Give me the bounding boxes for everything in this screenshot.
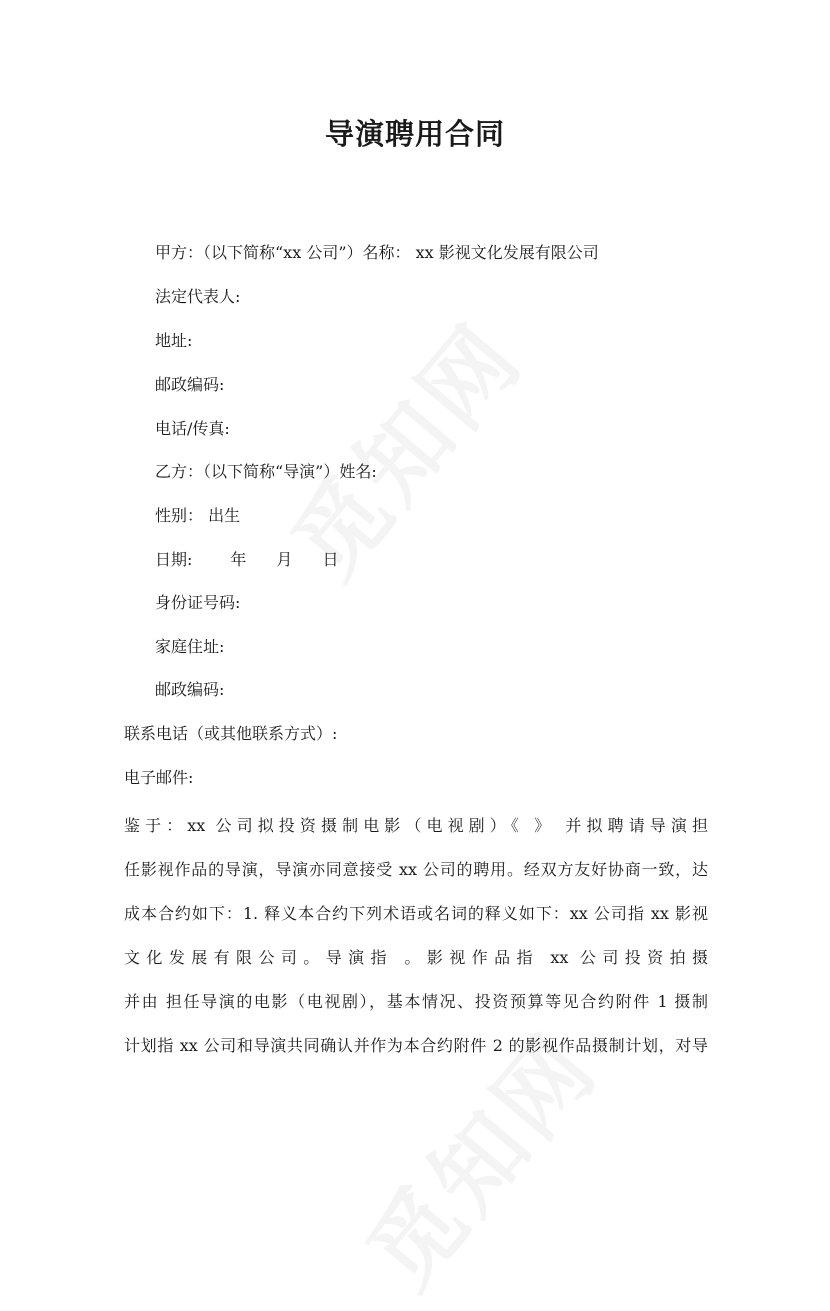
home-address-line: 家庭住址:	[155, 637, 225, 656]
document-title: 导演聘用合同	[324, 117, 505, 151]
contact-phone-line: 联系电话（或其他联系方式）:	[124, 724, 338, 743]
date-day: 日	[322, 550, 339, 569]
date-month: 月	[276, 550, 293, 569]
postcode-a-line: 邮政编码:	[155, 375, 225, 394]
party-a-line: 甲方：（以下简称“xx 公司”）名称： xx 影视文化发展有限公司	[155, 243, 599, 262]
date-label: 日期:	[155, 550, 193, 569]
party-b-line: 乙方：（以下简称“导演”）姓名:	[155, 462, 377, 481]
gender-line: 性别： 出生	[155, 506, 241, 525]
paragraph-line: 鉴于：xx 公司拟投资摄制电影（电视剧）《 》 并拟聘请导演担	[124, 816, 708, 835]
date-year: 年	[230, 550, 247, 569]
postcode-b-line: 邮政编码:	[155, 680, 225, 699]
date-line	[155, 548, 338, 572]
address-line: 地址:	[155, 331, 193, 350]
paragraph-line: 任影视作品的导演，导演亦同意接受 xx 公司的聘用。经双方友好协商一致，达	[124, 860, 708, 879]
legal-rep-line: 法定代表人:	[155, 287, 241, 306]
paragraph-line: 成本合约如下：1. 释义本合约下列术语或名词的释义如下：xx 公司指 xx 影视	[124, 904, 708, 923]
email-line: 电子邮件:	[124, 768, 194, 787]
id-number-line: 身份证号码:	[155, 593, 241, 612]
recital-paragraph	[124, 804, 708, 1068]
paragraph-line: 计划指 xx 公司和导演共同确认并作为本合约附件 2 的影视作品摄制计划，对导	[124, 1036, 708, 1055]
paragraph-line: 文化发展有限公司。导演指 。影视作品指 xx 公司投资拍摄	[124, 948, 708, 967]
phone-fax-line: 电话/传真:	[155, 419, 230, 438]
paragraph-line: 并由 担任导演的电影（电视剧），基本情况、投资预算等见合约附件 1 摄制	[124, 992, 708, 1011]
